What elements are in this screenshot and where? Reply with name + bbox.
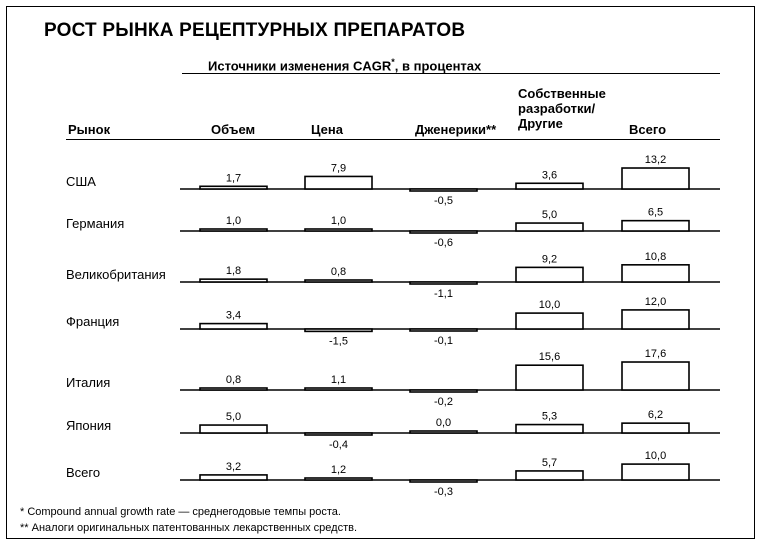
bar [622, 265, 689, 282]
column-header-price: Цена [311, 122, 343, 137]
data-label: -0,5 [434, 195, 453, 207]
bar [305, 433, 372, 435]
column-header-total: Всего [629, 122, 667, 137]
data-label: 12,0 [644, 295, 667, 308]
bar [410, 431, 477, 433]
bar [200, 324, 267, 329]
bar [200, 279, 267, 282]
data-label: 1,8 [225, 265, 242, 278]
bar [410, 282, 477, 284]
category-label: Италия [66, 375, 111, 390]
bar [305, 176, 372, 189]
footnote-cagr: * Compound annual growth rate — среднегодовые темпы роста. [20, 506, 341, 518]
bar [410, 480, 477, 482]
data-label: -0,4 [329, 439, 348, 451]
bar [622, 310, 689, 329]
data-label: -1,5 [329, 335, 348, 348]
bar [516, 313, 583, 329]
category-label: Япония [66, 418, 112, 433]
data-label: 10,0 [538, 299, 561, 312]
data-label: 0,0 [435, 417, 452, 429]
bar [516, 425, 583, 433]
data-label: 5,0 [225, 411, 242, 424]
bar [410, 231, 477, 233]
data-label: 7,9 [330, 162, 347, 175]
bar [305, 280, 372, 282]
bar [622, 168, 689, 189]
data-label: 6,5 [647, 206, 664, 219]
data-label: 1,0 [330, 215, 347, 227]
data-label: 3,4 [225, 309, 242, 322]
bar [622, 423, 689, 433]
column-header-volume: Объем [211, 122, 256, 137]
column-header-own-line2: разработки/ [518, 101, 596, 116]
column-header-own-line3: Другие [518, 116, 563, 131]
data-label: -0,6 [434, 237, 453, 249]
data-label: 1,0 [225, 215, 242, 227]
bar [200, 186, 267, 189]
data-label: 9,2 [541, 253, 558, 266]
chart-title: РОСТ РЫНКА РЕЦЕПТУРНЫХ ПРЕПАРАТОВ [44, 20, 466, 41]
bar [200, 425, 267, 433]
data-label: 6,2 [647, 409, 664, 422]
bar [516, 223, 583, 231]
footnote-generics: ** Аналоги оригинальных патентованных лекарственных средств. [20, 522, 358, 534]
bar [410, 329, 477, 331]
category-label: Всего [66, 465, 101, 480]
subtitle-suffix: , в процентах [394, 58, 482, 74]
data-label: 0,8 [330, 266, 347, 278]
column-header-own-line1: Собственные [518, 86, 606, 101]
bar [200, 388, 267, 390]
data-label: 5,0 [541, 209, 558, 222]
bar [200, 475, 267, 480]
data-label: 13,2 [644, 154, 667, 167]
bar [516, 183, 583, 189]
data-label: 0,8 [225, 374, 242, 386]
bar [305, 229, 372, 231]
bar [305, 478, 372, 480]
category-label: США [66, 174, 96, 189]
category-label: Германия [66, 216, 125, 231]
data-label: 5,7 [541, 456, 558, 469]
bar [516, 267, 583, 282]
column-header-generics: Дженерики** [415, 122, 497, 137]
data-label: -1,1 [434, 288, 453, 300]
data-label: 3,2 [225, 460, 242, 473]
data-label: 17,6 [644, 348, 667, 361]
data-label: -0,3 [434, 486, 453, 498]
subtitle-text: Источники изменения CAGR [208, 58, 392, 74]
bar [622, 221, 689, 231]
data-label: 1,7 [225, 172, 242, 185]
bar [622, 464, 689, 480]
bar [305, 388, 372, 390]
subtitle-footnote-mark: * [391, 57, 395, 67]
category-label: Франция [66, 314, 120, 329]
data-label: 1,1 [330, 374, 347, 386]
column-header-market: Рынок [68, 122, 111, 137]
data-label: -0,2 [434, 396, 453, 408]
data-label: 15,6 [538, 351, 561, 364]
data-label: 10,8 [644, 250, 667, 263]
bar [516, 471, 583, 480]
bar [410, 189, 477, 191]
category-label: Великобритания [66, 267, 166, 282]
data-label: 5,3 [541, 410, 558, 423]
bar [200, 229, 267, 231]
data-label: 10,0 [644, 450, 667, 463]
data-label: 3,6 [541, 169, 558, 182]
bar [622, 362, 689, 390]
data-label: 1,2 [330, 464, 347, 476]
bar [410, 390, 477, 392]
bar [516, 365, 583, 390]
data-label: -0,1 [434, 335, 453, 347]
bar [305, 329, 372, 331]
